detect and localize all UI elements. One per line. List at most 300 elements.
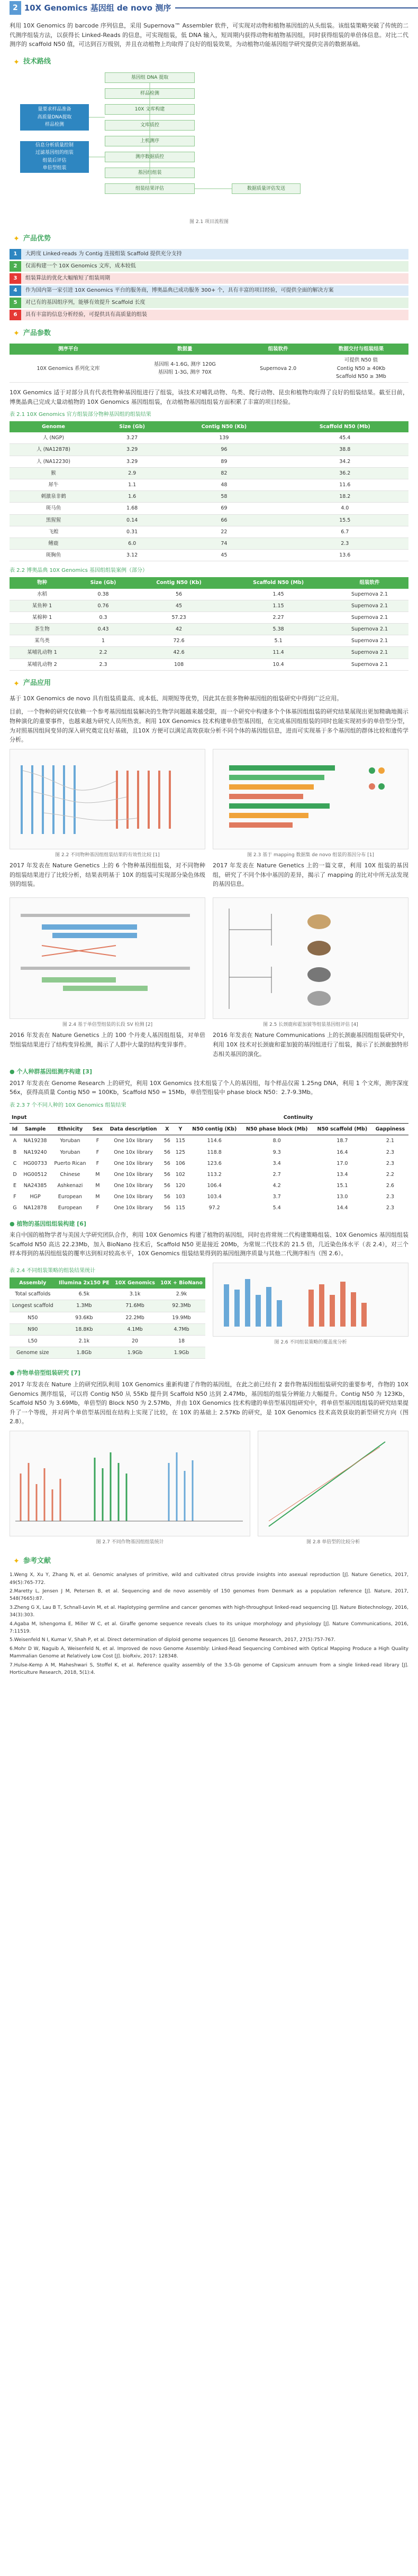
figure-2-4: [10, 897, 205, 1019]
table-row: [10, 526, 408, 538]
table-cell: 10.4: [226, 659, 331, 670]
banner-number: 2: [10, 1, 21, 15]
table-row: [10, 456, 408, 467]
table-header: Y: [173, 1124, 188, 1135]
table-cell: 猴: [10, 467, 97, 479]
table-cell: B: [10, 1147, 20, 1158]
cases-heading: ✦ 产品应用: [10, 678, 408, 690]
table-cell: 18.7: [337, 1138, 348, 1144]
flow-step: 上机测序: [105, 136, 195, 146]
advantage-text: 仅需构建一个 10X Genomics 文库，成本较低: [21, 261, 408, 272]
figure-2-5: [213, 897, 408, 1019]
table-cell: 3.29: [97, 456, 167, 467]
table-row: [10, 589, 408, 600]
table-cell: 3.4: [272, 1160, 281, 1166]
table-row: [10, 1323, 205, 1335]
table-row: [10, 1335, 205, 1347]
table-cell: 2.6: [386, 1183, 394, 1189]
table-row: [10, 1147, 408, 1158]
flow-caption: 图 2.1 项目流程图: [189, 219, 229, 225]
table-cell: 9.3: [241, 1147, 313, 1158]
table-cell: 2.3: [281, 538, 408, 549]
star-icon: ✦: [13, 329, 20, 338]
table-cell: Total scaffolds: [10, 1289, 56, 1300]
table-cell: A: [13, 1138, 17, 1144]
advantage-item: [10, 285, 408, 296]
table-row: [10, 1300, 205, 1312]
table-cell: 某棉种 1: [10, 611, 75, 623]
table-cell: F: [96, 1138, 99, 1144]
flow-left-mid: 信息分析质量控制 过滤基因组的组装 组装后评估 单倍型组装: [20, 141, 89, 173]
figure-2-2: [10, 749, 205, 849]
table-cell: 茶生物: [10, 624, 75, 635]
table-row: [10, 1312, 205, 1323]
table-row: [10, 624, 408, 635]
table-cell: One 10x library: [114, 1183, 153, 1189]
table-cell: One 10x library: [114, 1205, 153, 1211]
table-cell: 108: [132, 659, 226, 670]
table-row: [10, 647, 408, 659]
table-cell: 0.31: [97, 526, 167, 538]
advantage-item: [10, 298, 408, 308]
table-header: Scaffold N50 (Mb): [281, 421, 408, 432]
advantage-number: 2: [10, 261, 21, 272]
table-row: [10, 1180, 408, 1191]
figure-2-8-caption: 图 2.8 单倍型的比较分析: [306, 1539, 360, 1545]
table-cell: 114.6: [207, 1138, 222, 1144]
table-cell: 1: [75, 635, 132, 647]
table-cell: One 10x library: [114, 1160, 153, 1166]
flow-step: 文库质控: [105, 120, 195, 131]
table-cell: 66: [167, 514, 281, 526]
table-row: [10, 1191, 408, 1202]
flow-step: 基因组组装: [105, 168, 195, 178]
flow-step: 测序数据质控: [105, 152, 195, 162]
table-cell: 飞蝗: [10, 526, 97, 538]
table-cell: 13.4: [313, 1169, 372, 1180]
table-cell: HG00733: [23, 1160, 47, 1166]
table-cell: NA12878: [23, 1205, 47, 1211]
table-cell: M: [90, 1169, 106, 1180]
table-header: 组装软件: [331, 577, 408, 588]
figure-2-7-caption: 图 2.7 不同作物基因组组装统计: [96, 1539, 164, 1545]
table-cell: 103: [173, 1191, 188, 1202]
table-cell: 18.2: [281, 491, 408, 503]
table-cell: 139: [167, 432, 281, 444]
figure-2-4-text: 2016 年发表在 Nature Genetics 上的 100 个丹麦人基因组组装，对单倍型组装结果进行了结构变异检测，揭示了人群中大量的结构变异事件。: [10, 1032, 205, 1048]
table-cell: Yoruban: [50, 1147, 89, 1158]
advantage-number: 6: [10, 310, 21, 320]
table-cell: 113.2: [188, 1169, 241, 1180]
figure-2-6-graphic: [213, 1263, 408, 1337]
case2-heading: ● 植物的基因组组装构建 [6]: [10, 1220, 86, 1227]
table-cell: 103.4: [188, 1191, 241, 1202]
table-cell: NA24385: [23, 1183, 47, 1189]
table-cell: 2.27: [226, 611, 331, 623]
table-cell: 56: [161, 1147, 173, 1158]
table-cell: 5.1: [226, 635, 331, 647]
table-cell: 92.3Mb: [158, 1300, 205, 1312]
table-cell: 93.6Kb: [56, 1312, 112, 1323]
table-cell: 2.2: [372, 1169, 408, 1180]
table-header: Ethnicity: [50, 1124, 89, 1135]
table-cell: Supernova 2.1: [331, 589, 408, 600]
table-cell: 56: [161, 1169, 173, 1180]
table-cell: 1.15: [226, 600, 331, 611]
table-cell: 0.14: [97, 514, 167, 526]
table-cell: 18.8Kb: [56, 1323, 112, 1335]
advantage-item: [10, 273, 408, 284]
table-cell: 2.3: [386, 1205, 394, 1211]
table-row: [10, 659, 408, 670]
table-cell: F: [96, 1160, 99, 1166]
reference-item: 1.Weng X, Xu Y, Zhang N, et al. Genomic analyses of primitive, wild and cultivated citrus provide insights into asexual reproduction [J]. Nature Genetics, 2017, 49(5):765-772.: [10, 1572, 408, 1586]
table-cell: 22: [167, 526, 281, 538]
reference-item: 2.Maretty L, Jensen J M, Petersen B, et al. Sequencing and de novo assembly of 150 genomes from Denmark as a population reference [J]. Nature, 2017, 548(7665):87.: [10, 1589, 408, 1602]
table-cell: Genome size: [10, 1347, 56, 1359]
case2-text: 来自中国的植物学者与美国大学研究团队合作，利用 10X Genomics 构建了植物的基因组，同时也将常规二代构建策略组装、10X Genomics 基因组组装 Scaffold N50 高达 22.23Mb，加入 BioNano 技术后，Scaffold N50 更是接近 20Mb，为常规二代技术的 21.5 倍，几近染色体水平（表 2.4），对三个样本得到的基因组组装的覆率达到相对较高水平，10X Genomics 组装结果得到的基因组测序质量与其他二代测序相当（图 2.6）。: [10, 1231, 408, 1257]
table-cell: 19.9Mb: [158, 1312, 205, 1323]
table-cell: 15.5: [281, 514, 408, 526]
table-cell: 0.38: [75, 589, 132, 600]
table-cell: HGP: [20, 1191, 50, 1202]
table-cell: 斑胸鱼: [10, 550, 97, 561]
table-cell: N90: [10, 1323, 56, 1335]
figure-2-3-graphic: [213, 749, 408, 850]
table-header: Illumina 2x150 PE: [56, 1277, 112, 1289]
table-cell: 1.6: [97, 491, 167, 503]
tech-route-heading: ✦ 技术路线: [10, 57, 408, 68]
figure-2-4-caption: 图 2.4 基于单倍型组装的长段 SV 检测 [2]: [62, 1022, 153, 1027]
table-cell: 2.1k: [56, 1335, 112, 1347]
case3-text: 2017 年发表在 Nature 上的研究团队利用 10X Genomics 重新构建了作物的基因组，在此之前已经有 2 套作物基因组组装研究的重要参考，作物的 10X Genomics 测序组装，可以将 Contig N50 从 55Kb 提升到 Scaffold N50 达到 2.47Mb，基因组的组装分辨能力大幅提升。Contig N50 为 123Kb，Scaffold N50 为 3.69Mb，单倍型的 Block N50 为 2.57Mb，并由 10X Genomics 技术构建的单倍型基因组研究中，将单倍型基因组组装的研究结果提升了一个等级，并对两个单倍型基因组在结构上实现了比较，在 10X 的基础上 2.57Kb 的研究，是 10X Genomics 技术高效获取的新型研究方向（图 2.8）。: [10, 1380, 408, 1425]
big-table: Input Continuity Id Sample Ethnicity Sex Data description X Y N50 contig (Kb) N50 phase block (Mb) N50 scaffold (Mb) Gappiness A NA19238 Yoruban F One 10x library 56 115 114.6 8.0 18.7 2.1 B NA19240 Yoruban F One 10x library 56 125 118.8 9.3 16.4 2.3 C HG00733 Puerto Rican F One 10x library 56 106 123.6 3.4 17.0 2.3 D HG00512 Chinese M One 10x library 56 102 113.2 2.7 13.4 2.2 E NA24385 Ashkenazi M One 10x library 56 120 106.4 4.2 15.1 2.6 F HGP European M One 10x library 56 103 103.4 3.7 13.0 2.3 G NA12878 European F One 10x library 56 115 97.2 5.4 14.4 2.3: [10, 1112, 408, 1214]
table-cell: 13.6: [281, 550, 408, 561]
table-header: N50 phase block (Mb): [241, 1124, 313, 1135]
banner-title: 10X Genomics 基因组 de novo 测序: [24, 3, 171, 13]
table-cell: 42.6: [132, 647, 226, 659]
table-cell: 106: [175, 1160, 185, 1166]
table-cell: 38.8: [281, 444, 408, 456]
table-cell: 0.3: [75, 611, 132, 623]
reference-item: 4.Agaba M, Ishengoma E, Miller W C, et al. Giraffe genome sequence reveals clues to its unique morphology and physiology [J]. Nature Communications, 2016, 7:11519.: [10, 1621, 408, 1635]
table-cell: 人 (NA12878): [10, 444, 97, 456]
table-row: [10, 600, 408, 611]
table-header: Contig N50 (Kb): [167, 421, 281, 432]
table-row: [10, 491, 408, 503]
case3-heading: ● 作物单倍型组装研究 [7]: [10, 1369, 80, 1377]
table-cell: 56: [161, 1191, 173, 1202]
table-cell: 56: [163, 1183, 170, 1189]
table-cell: 16.4: [313, 1147, 372, 1158]
table-header: Size (Gb): [75, 577, 132, 588]
table-cell: 2.1: [386, 1138, 394, 1144]
table-cell: 1.1: [97, 479, 167, 491]
table-cell: 某哺乳动物 2: [10, 659, 75, 670]
intro-paragraph: 利用 10X Genomics 的 barcode 序列信息，采用 Supernova™ Assembler 软件，可实现对动物和植物基因组的从头组装。该组装策略突破了传统的二代测序组装方法，以获得长 Linked-Reads 的信息，可实现组装，低 DNA 输入，短周期内获得动物和植物基因组，同时获得组装的单倍体信息。对比二代测序的 scaffold N50 值，可达到百万级别，并且在动植物上均取得了良好的组装效果，为动植物功能基因组学研究提供完善的数据基础。: [10, 22, 408, 48]
table-header: 10X Genomics: [112, 1277, 158, 1289]
figure-2-8-graphic: [258, 1431, 408, 1537]
figure-2-2-text: 2017 年发表在 Nature Genetics 上的 6 个物种基因组组装，对不同物种的组装结果进行了比较分析，结果表明基于 10X 的组装可实现部分染色体级别的组装。: [10, 862, 205, 888]
table-row: [10, 1158, 408, 1169]
table-cell: 82: [167, 467, 281, 479]
table-header: 10X + BioNano: [158, 1277, 205, 1289]
figure-2-5-caption: 图 2.5 长颈鹿和霍加狓等组装基因组评估 [4]: [263, 1022, 358, 1027]
table-cell: 斑马鱼: [10, 503, 97, 514]
figure-2-8: [258, 1431, 408, 1536]
table-cell: 45: [167, 550, 281, 561]
advantage-text: 组装算法的优化大幅缩短了组装周期: [21, 273, 408, 284]
table-header: Size (Gb): [97, 421, 167, 432]
table-row: [10, 538, 408, 549]
table-cell: L50: [10, 1335, 56, 1347]
reference-list: [10, 1571, 408, 1676]
table-cell: 3.1k: [112, 1289, 158, 1300]
table-cell: 42: [132, 624, 226, 635]
table-cell: 56: [132, 589, 226, 600]
table-cell: 36.2: [281, 467, 408, 479]
case2-table-caption: 表 2.4 不同组装策略的组装结果统计: [10, 1268, 96, 1274]
table-cell: 2.3: [75, 659, 132, 670]
flow-step: 基因组 DNA 提取: [105, 72, 195, 83]
table-cell: Chinese: [50, 1169, 89, 1180]
table-cell: 45: [132, 600, 226, 611]
table-cell: 71.6Mb: [112, 1300, 158, 1312]
refs-heading: ✦ 参考文献: [10, 1555, 408, 1567]
table-header: Assembly: [10, 1277, 56, 1289]
advantage-number: 3: [10, 273, 21, 284]
reference-item: 6.Mohr D W, Naguib A, Weisenfeld N, et al. Improved de novo Genome Assembly: Linked-Read Sequencing Combined with Optical Mapping Produce a High Quality Mammalian Genome at Relatively Low Cost [J]. bioRxiv, 2017: 128348.: [10, 1646, 408, 1660]
figure-2-2-graphic: [10, 749, 205, 850]
table-cell: 2.7: [241, 1169, 313, 1180]
table-cell: 水稻: [10, 589, 75, 600]
table-cell: 125: [173, 1147, 188, 1158]
table-cell: 56: [163, 1138, 170, 1144]
table-cell: 22.2Mb: [112, 1312, 158, 1323]
table-cell: 57.23: [132, 611, 226, 623]
table-cell: 3.27: [97, 432, 167, 444]
flow-connectors: [10, 72, 408, 215]
table-cell: 6.7: [281, 526, 408, 538]
table-cell: 人 (NGP): [10, 432, 97, 444]
table-header: Data description: [105, 1124, 161, 1135]
table-cell: Supernova 2.1: [331, 659, 408, 670]
table-cell: 11.4: [226, 647, 331, 659]
table-cell: 0.76: [75, 600, 132, 611]
advantage-number: 4: [10, 285, 21, 296]
figure-2-5-text: 2016 年发表在 Nature Communications 上的长颈鹿基因组组装研究中，利用 10X 技术对长颈鹿和霍加狓的基因组进行了组装，揭示了长颈鹿独特形态相关基因的演化。: [213, 1032, 408, 1058]
table-cell: 20: [112, 1335, 158, 1347]
table-cell: 1.8Gb: [56, 1347, 112, 1359]
table-cell: 2.3: [372, 1147, 408, 1158]
table-row: [10, 1169, 408, 1180]
table-cell: One 10x library: [105, 1169, 161, 1180]
table-cell: 人 (NA12230): [10, 456, 97, 467]
params-heading: ✦ 产品参数: [10, 328, 408, 339]
table-cell: 18: [158, 1335, 205, 1347]
table-header: 物种: [10, 577, 75, 588]
table-cell: 某哺乳动物 1: [10, 647, 75, 659]
reference-item: 7.Hulse-Kemp A M, Maheshwari S, Stoffel K, et al. Reference quality assembly of the 3.5-Gb genome of Capsicum annuum from a single linked-read library [J]. Horticulture Research, 2018, 5(1):4.: [10, 1662, 408, 1675]
table-cell: 4.0: [281, 503, 408, 514]
table-cell: 某鱼种 1: [10, 600, 75, 611]
table-cell: 13.0: [313, 1191, 372, 1202]
table-header: Sample: [20, 1124, 50, 1135]
table-cell: NA19238: [23, 1138, 47, 1144]
advantage-number: 5: [10, 298, 21, 308]
flow-left-top: 量要求样品准备 高质量DNA提取 样品检测: [20, 104, 89, 131]
gear-icon: ✦: [13, 58, 20, 67]
table-cell: E: [13, 1183, 16, 1189]
figure-2-3-text: 2017 年发表在 Nature Genetics 上的一篇文章，利用 10X 组装的基因组，研究了不同个体中基因的差异，揭示了 mapping 的比对中所无法发现的基因信息。: [213, 862, 408, 888]
table-cell: 某鸟类: [10, 635, 75, 647]
table-row: [10, 1202, 408, 1213]
figure-2-6-caption: 图 2.6 不同组装策略的覆盖度分析: [274, 1340, 347, 1346]
table-cell: One 10x library: [114, 1138, 153, 1144]
table-row: [10, 611, 408, 623]
table-cell: 97.2: [208, 1205, 220, 1211]
table-row: [10, 514, 408, 526]
table-cell: F: [90, 1147, 106, 1158]
table-header: X: [161, 1124, 173, 1135]
case1-heading: ● 个人种群基因组测序构建 [3]: [10, 1068, 92, 1076]
table-cell: 89: [167, 456, 281, 467]
params-table: 测序平台 数据量 组装软件 数据交付与组装结果 10X Genomics 系列化文库 基因组 4-1.6G, 测序 120G 基因组 1-3G, 测序 70X Supernova 2.0 可提供 N50 值 Contig N50 ≥ 40Kb Scaffold N50 ≥ 3Mb: [10, 344, 408, 383]
table-cell: 123.6: [207, 1160, 222, 1166]
star-icon: ✦: [13, 234, 20, 243]
table-cell: 72.6: [132, 635, 226, 647]
table-cell: 11.6: [281, 479, 408, 491]
case2-table: [10, 1277, 205, 1359]
table-cell: 56: [163, 1205, 170, 1211]
reference-item: 5.Weisenfeld N I, Kumar V, Shah P, et al. Direct determination of diploid genome sequences [J]. Genome Research, 2017, 27(5):757-767.: [10, 1637, 335, 1643]
table-cell: 5.38: [226, 624, 331, 635]
table-cell: Yoruban: [60, 1138, 80, 1144]
table-cell: One 10x library: [105, 1191, 161, 1202]
table-cell: F: [96, 1205, 99, 1211]
table-header: Gappiness: [372, 1124, 408, 1135]
table-cell: M: [95, 1183, 100, 1189]
table-cell: 3.29: [97, 444, 167, 456]
cases-paragraph-2: 目前，一个物种的研究仅依赖一个参考基因组组装解决的生物学问题越来越受限，而一个研究中构建多个个体基因组组装的研究结果展现出更加精确地揭示物种演化的重要事件，也越来越为研究人员所热衷。利用 10X Genomics 技术构建单倍型基因组，在完成基因组组装的同时也能实现初步的单倍型分型，为对照基因组间变异的深入研究奠定良好基础，且10X 方便可以满足高效获取分析不同个体的基因组信息，进而可实现基于多个基因组的群体比较和遗传学分析。: [10, 708, 408, 744]
advantage-item: [10, 261, 408, 272]
table-cell: 6.0: [97, 538, 167, 549]
table-cell: Supernova 2.1: [331, 647, 408, 659]
advantage-number: 1: [10, 249, 21, 260]
table-cell: 2.9: [97, 467, 167, 479]
table-row: [10, 479, 408, 491]
table-cell: 17.0: [337, 1160, 348, 1166]
figure-2-6: [213, 1263, 408, 1337]
flow-chart: [10, 72, 408, 215]
table-cell: 56: [163, 1160, 170, 1166]
table-cell: 3.7: [241, 1191, 313, 1202]
table-cell: European: [50, 1191, 89, 1202]
advantage-text: 具有丰富的信息分析经验，可提供具有高质量的组装: [21, 310, 408, 320]
table-cell: 黑猩猩: [10, 514, 97, 526]
params-paragraph: 10X Genomics 适于对部分具有代表性物种基因组进行了组装，该技术对哺乳动物、鸟类、爬行动物、昆虫和植物均取得了良好的组装结果。截至目前，博奥晶典已完成大量动植物的 10X Genomics 基因组组装，在动植物基因组组装方面积累了丰富的项目经验。: [10, 388, 408, 405]
flow-step: 样品检测: [105, 88, 195, 99]
table-cell: F: [10, 1191, 20, 1202]
table-cell: 1.3Mb: [56, 1300, 112, 1312]
table-cell: 74: [167, 538, 281, 549]
case1-table-caption: 表 2.3 7 个不同人种的 10X Genomics 组装结果: [10, 1102, 126, 1108]
table-cell: 120: [175, 1183, 185, 1189]
table-row: [10, 550, 408, 561]
table-row: [10, 1289, 205, 1300]
table-header: Id: [10, 1124, 20, 1135]
table-row: [10, 444, 408, 456]
table-cell: Supernova 2.1: [331, 600, 408, 611]
table-header: N50 scaffold (Mb): [313, 1124, 372, 1135]
table-cell: 1.9Gb: [158, 1347, 205, 1359]
star-icon: ✦: [13, 679, 20, 688]
table2: [10, 577, 408, 671]
table-cell: 5.4: [272, 1205, 281, 1211]
table-header: Contig N50 (Kb): [132, 577, 226, 588]
section-banner: [0, 0, 418, 16]
table-cell: European: [58, 1205, 83, 1211]
table-cell: 刺激泉非鹤: [10, 491, 97, 503]
table-cell: Longest scaffold: [10, 1300, 56, 1312]
table-cell: 58: [167, 491, 281, 503]
table-cell: N50: [10, 1312, 56, 1323]
table-cell: 8.0: [272, 1138, 281, 1144]
table-cell: 1.68: [97, 503, 167, 514]
table-cell: 48: [167, 479, 281, 491]
table-cell: 15.1: [337, 1183, 348, 1189]
table-cell: 115: [175, 1138, 185, 1144]
figure-2-3-caption: 图 2.3 基于 mapping 数据集 de novo 组装的基因分布 [1]: [247, 852, 374, 858]
figure-2-2-caption: 图 2.2 不同物种基因组组装结果的有效性比较 [1]: [55, 852, 160, 858]
table-row: [10, 635, 408, 647]
table-cell: 4.2: [272, 1183, 281, 1189]
table-cell: 2.3: [372, 1191, 408, 1202]
flow-step: 10X 文库构建: [105, 104, 195, 115]
advantage-item: [10, 310, 408, 320]
table-row: [10, 1347, 205, 1359]
advantage-text: 作为国内第一家引进 10X Genomics 平台的服务商，博奥晶典已成功服务 300+ 个，具有丰富的项目经验，可提供全面的解决方案: [21, 285, 408, 296]
table-cell: 14.4: [337, 1205, 348, 1211]
table-cell: NA19240: [20, 1147, 50, 1158]
table-cell: Supernova 2.1: [331, 624, 408, 635]
reference-item: 3.Zheng G X, Lau B T, Schnall-Levin M, et al. Haplotyping germline and cancer genomes with high-throughput linked-read sequencing [J]. Nature Biotechnology, 2016, 34(3):303.: [10, 1605, 408, 1618]
table-cell: 2.9k: [158, 1289, 205, 1300]
table-cell: 2.2: [75, 647, 132, 659]
figure-2-7-graphic: [10, 1431, 250, 1537]
table-cell: 118.8: [188, 1147, 241, 1158]
table-cell: 115: [175, 1205, 185, 1211]
case1-text: 2017 年发表在 Genome Research 上的研究，利用 10X Genomics 技术组装了个人的基因组，每个样品仅需 1.25ng DNA，利用 1 个文库，测序深度 56x，获得高质量 Contig N50 = 100Kb，Scaffold N50 = 15Mb，单倍型组装中 phase block N50：2.7-9.3Mb。: [10, 1079, 408, 1096]
table-cell: Ashkenazi: [57, 1183, 83, 1189]
table-cell: 0.43: [75, 624, 132, 635]
table-header: Genome: [10, 421, 97, 432]
table-cell: G: [13, 1205, 17, 1211]
advantage-text: 大跨度 Linked-reads 为 Contig 连接组装 Scaffold 提供充分支持: [21, 249, 408, 260]
table-cell: 34.2: [281, 456, 408, 467]
figure-2-4-graphic: [10, 898, 205, 1020]
table-cell: HG00512: [20, 1169, 50, 1180]
figure-2-3: [213, 749, 408, 849]
cases-paragraph-1: 基于 10X Genomics de novo 具有组装质量高、成本低、周期短等优势，因此其在很多物种基因组的组装研究中得到广泛应用。: [10, 694, 343, 702]
table-row: [10, 432, 408, 444]
table-header: N50 contig (Kb): [188, 1124, 241, 1135]
table-cell: C: [13, 1160, 17, 1166]
table-cell: 鳍鹿: [10, 538, 97, 549]
table-row: [10, 1135, 408, 1147]
table-cell: 3.12: [97, 550, 167, 561]
star-icon: ✦: [13, 1557, 20, 1566]
